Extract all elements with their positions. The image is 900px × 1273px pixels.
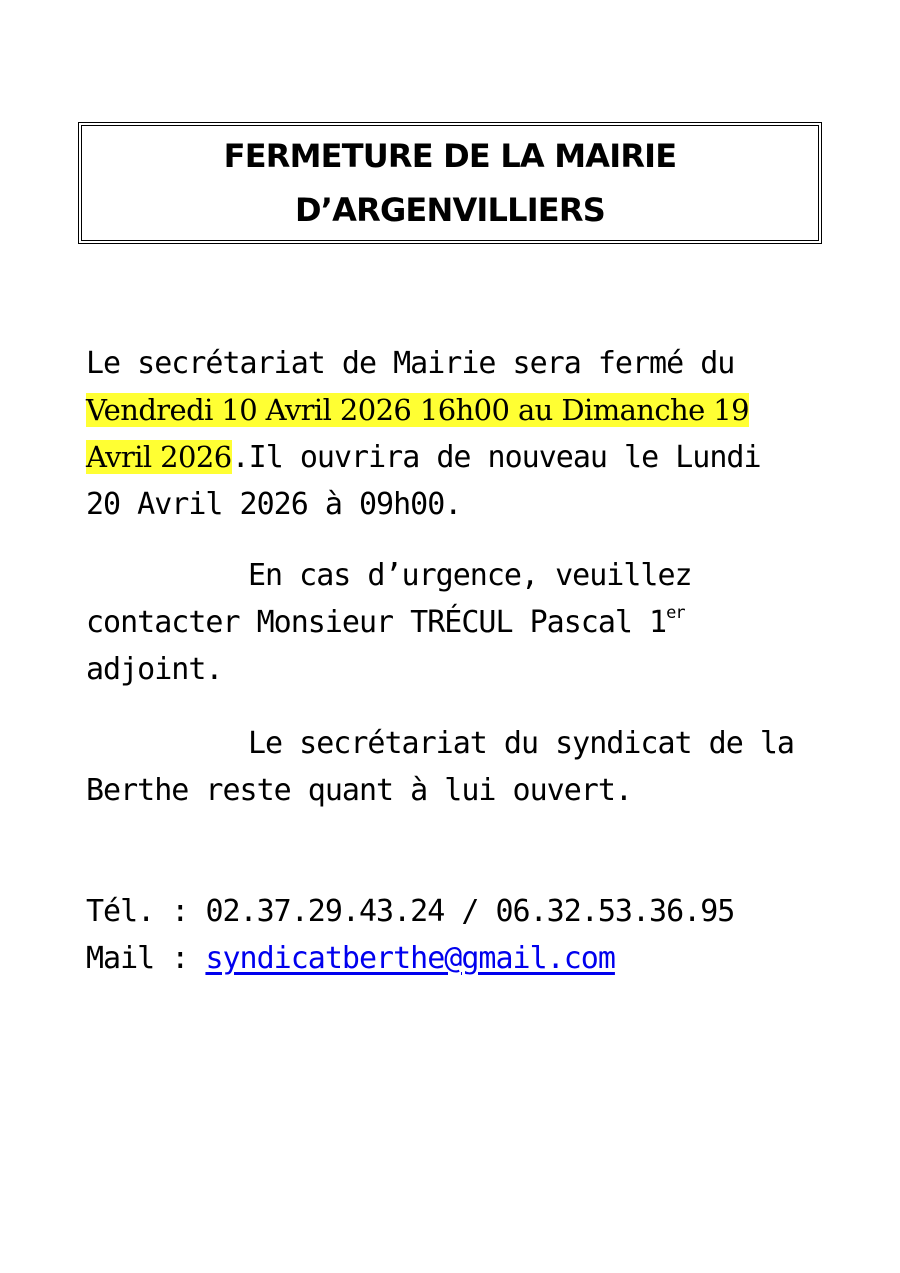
phone-numbers: 02.37.29.43.24 / 06.32.53.36.95: [205, 894, 735, 929]
emergency-line-2: contacter Monsieur TRÉCUL Pascal 1: [86, 605, 667, 640]
syndicate-line-1: Le secrétariat du syndicat de la: [248, 726, 794, 761]
page-title-line-2: D’ARGENVILLIERS: [295, 191, 605, 229]
mail-label: Mail :: [86, 941, 206, 976]
phone-label: Tél. :: [86, 894, 206, 929]
reopening-text: .Il ouvrira de nouveau le Lundi: [231, 440, 761, 475]
syndicate-paragraph: [86, 720, 794, 814]
closure-notice-paragraph: [86, 340, 761, 528]
emergency-line-3: adjoint.: [86, 652, 223, 687]
notice-line-1: Le secrétariat de Mairie sera fermé du: [86, 346, 735, 381]
emergency-paragraph: [86, 552, 692, 693]
title-box: [78, 122, 822, 244]
highlighted-dates-line-2: Avril 2026: [86, 440, 232, 474]
emergency-line-1: En cas d’urgence, veuillez: [248, 558, 692, 593]
highlighted-dates-line-1: Vendredi 10 Avril 2026 16h00 au Dimanche 19: [86, 393, 749, 427]
ordinal-superscript: er: [666, 603, 685, 623]
page-title-line-1: FERMETURE DE LA MAIRIE: [223, 137, 677, 175]
reopening-date: 20 Avril 2026 à 09h00.: [86, 487, 462, 522]
email-link[interactable]: syndicatberthe@gmail.com: [205, 941, 615, 976]
syndicate-line-2: Berthe reste quant à lui ouvert.: [86, 773, 632, 808]
contact-block: [86, 888, 734, 982]
